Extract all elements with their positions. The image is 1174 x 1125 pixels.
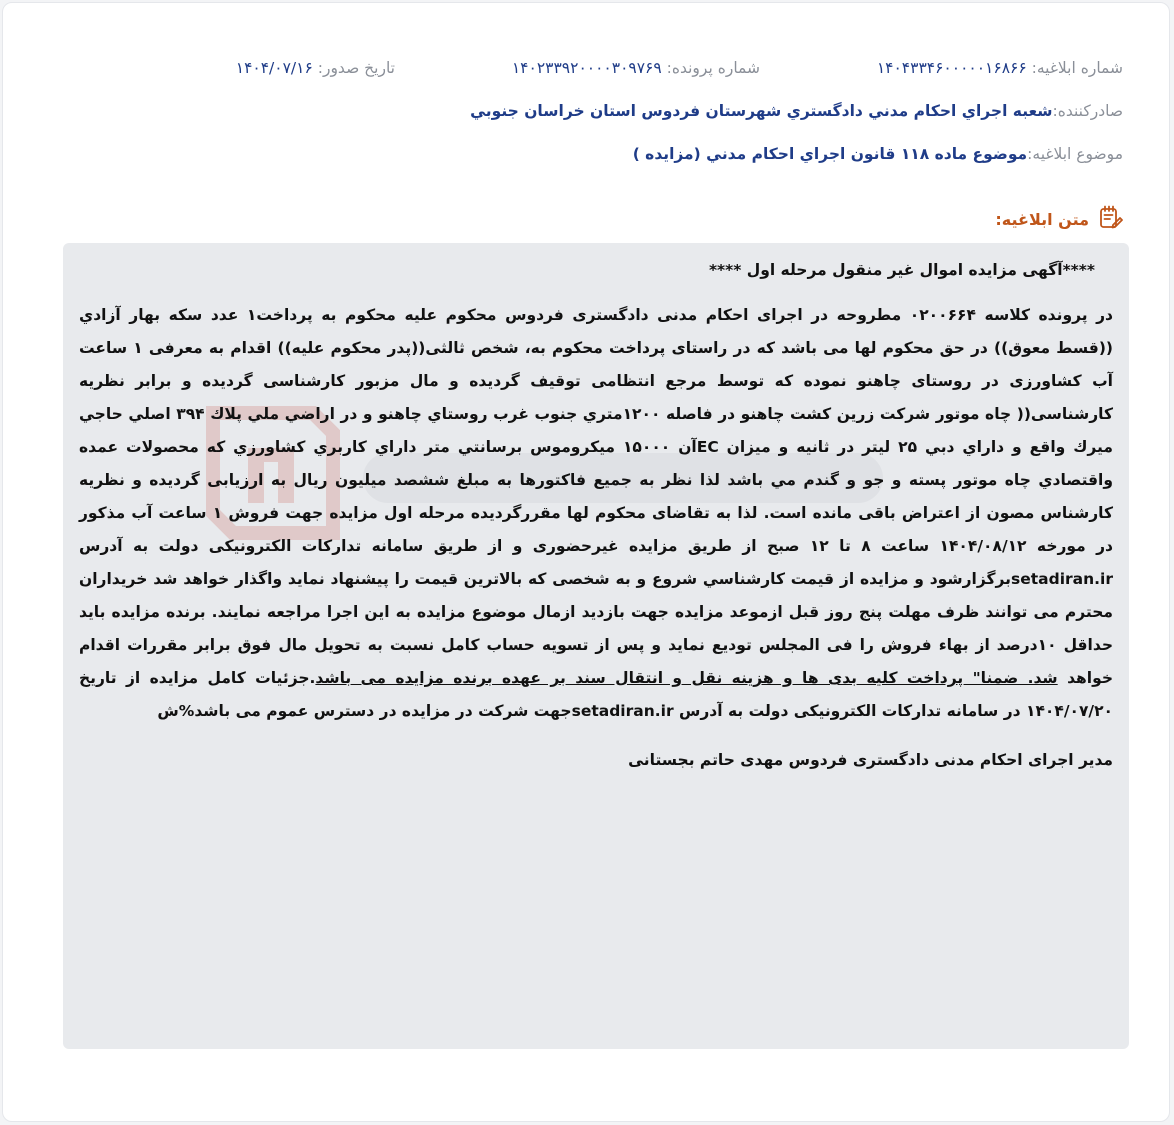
notice-card [2, 2, 1170, 1122]
section-title [995, 204, 1123, 234]
notice-number-field [877, 59, 1123, 77]
notice-number-label: شماره ابلاغیه: [1031, 59, 1123, 77]
case-number-label: شماره پرونده: [666, 59, 760, 77]
issue-date-value: ۱۴۰۴/۰۷/۱۶ [235, 59, 313, 77]
notice-signature: مدیر اجرای احکام مدنی دادگستری فردوس مهدی حاتم بجستانی [628, 751, 1113, 769]
notice-body-underlined: شد. ضمنا" پرداخت کلیه بدی ها و هزینه نقل و انتقال سند بر عهده برنده مزایده می باشد [315, 669, 1058, 687]
issuer-field [49, 102, 1123, 120]
issue-date-label: تاریخ صدور: [317, 59, 395, 77]
subject-label: موضوع ابلاغیه: [1027, 145, 1123, 163]
notice-headline: ****آگهی مزایده اموال غیر منقول مرحله اول **** [708, 261, 1095, 279]
issuer-label: صادرکننده: [1052, 102, 1123, 120]
notice-number-value: ۱۴۰۴۳۳۴۶۰۰۰۰۰۱۶۸۶۶ [876, 59, 1027, 77]
notice-body-part2: .جزئیات کامل مزایده از تاریخ ۱۴۰۴/۰۷/۲۰ در سامانه تدارکات الکترونیکی دولت به آدرس setadiran.irجهت شرکت در مزایده در دسترس عموم می باشد%ش [79, 669, 1113, 720]
notice-text-box [63, 243, 1129, 1049]
notice-body-part1: در پرونده کلاسه ۰۲۰۰۶۶۴ مطروحه در اجرای احکام مدنی دادگستری فردوس محکوم علیه محکوم به پرداخت۱ عدد سکه بهار آزادي ((قسط معوق)) در حق محکوم لها می باشد که در راستای پرداخت محکوم به، شخص ثالثی((پدر محکوم علیه)) اقدام به معرفی ۱ ساعت آب کشاورزی در روستای چاهنو نموده که توسط مرجع انتظامی توقیف گردیده و مال مزبور کارشناسی گردیده و برابر نظریه کارشناسی(( چاه موتور شرکت زرين كشت چاهنو در فاصله ۱۲۰۰متري جنوب غرب روستاي چاهنو و در اراضي ملي پلاك ۳۹۴ اصلي حاجي ميرك واقع و داراي دبي ۲۵ ليتر در ثانيه و ميزان ECآن ۱۵۰۰۰ ميكروموس برسانتي متر داراي كاربري كشاورزي كه محصولات عمده واقتصادي چاه موتور پسته و جو و گندم مي باشد لذا نظر به جمیع فاکتورها به مبلغ ششصد میلیون ریال به ارزیابی گردیده و نظریه کارشناس مصون از اعتراض باقی مانده است. لذا به تقاضای محکوم لها مقررگردیده مرحله اول مزایده جهت فروش ۱ ساعت آب مذکور در مورخه ۱۴۰۴/۰۸/۱۲ ساعت ۸ تا ۱۲ صبح از طریق مزایده غیرحضوری و از طریق سامانه تدارکات الکترونیکی دولت به آدرس setadiran.irبرگزارشود و مزایده از قیمت کارشناسي شروع و به شخصی که بالاترین قیمت را پیشنهاد نماید واگذار خواهد شد خریداران محترم می توانند ظرف مهلت پنج روز قبل ازموعد مزایده جهت بازدید ازمال موضوع مزایده به این اجرا مراجعه نمایند. برنده مزایده باید حداقل ۱۰درصد از بهاء فروش را فی المجلس تودیع نماید و پس از تسویه حساب کامل نسبت به تحویل مال فوق برابر مقررات اقدام خواهد [79, 306, 1114, 687]
notepad-icon [1097, 204, 1123, 234]
case-number-value: ۱۴۰۲۳۳۹۲۰۰۰۰۳۰۹۷۶۹ [511, 59, 662, 77]
section-title-text: متن ابلاغیه: [995, 209, 1089, 229]
notice-body [79, 299, 1113, 728]
subject-value: موضوع ماده ۱۱۸ قانون اجراي احکام مدني (مزايده ) [632, 145, 1028, 163]
subject-field [49, 145, 1123, 163]
issue-date-field [236, 59, 395, 77]
case-number-field [512, 59, 760, 77]
issuer-value: شعبه اجراي احکام مدني دادگستري شهرستان فردوس استان خراسان جنوبي [470, 102, 1053, 120]
